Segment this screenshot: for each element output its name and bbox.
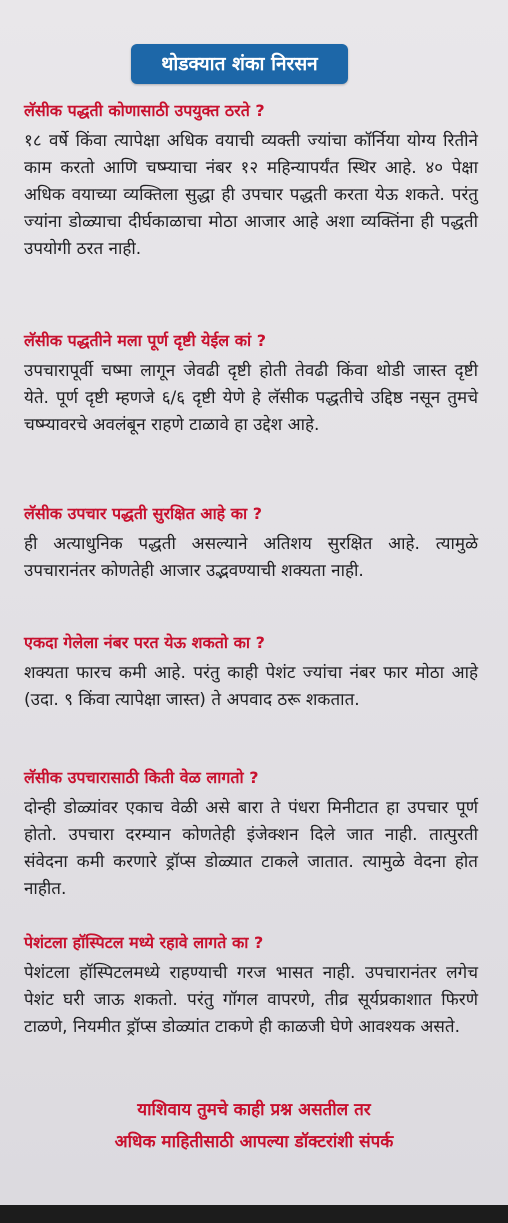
faq-question: लॅसीक उपचारासाठी किती वेळ लागतो ? — [24, 768, 259, 787]
faq-answer: १८ वर्षे किंवा त्यापेक्षा अधिक वयाची व्यक्ती ज्यांचा कॉर्निया योग्य रितीने काम करतो आणि चष्म्याचा नंबर १२ महिन्यापर्यंत स्थिर आहे. ४० पेक्षा अधिक वयाच्या व्यक्तिला सुद्धा ही उपचार पद्धती करता येऊ शकते. परंतु ज्यांना डोळ्याचा दीर्घकाळाचा मोठा आजार आहे अशा व्यक्तिंना ही पद्धती उपयोगी ठरत नाही. — [24, 131, 478, 259]
faq-question: पेशंटला हॉस्पिटल मध्ये रहावे लागते का ? — [24, 933, 264, 952]
faq-item — [24, 330, 478, 439]
faq-item — [24, 767, 478, 903]
page-title: थोडक्यात शंका निरसन — [161, 53, 318, 75]
faq-question: एकदा गेलेला नंबर परत येऊ शकतो का ? — [24, 633, 265, 652]
bottom-edge — [0, 1205, 508, 1223]
faq-item — [24, 100, 478, 263]
faq-answer: शक्यता फारच कमी आहे. परंतु काही पेशंट ज्यांचा नंबर फार मोठा आहे (उदा. ९ किंवा त्यापेक्षा जास्त) ते अपवाद ठरू शकतात. — [24, 663, 478, 710]
contact-note-line: याशिवाय तुमचे काही प्रश्न असतील तर — [137, 1100, 371, 1120]
faq-answer: उपचारापूर्वी चष्मा लागून जेवढी दृष्टी होती तेवढी किंवा थोडी जास्त दृष्टी येते. पूर्ण दृष्टी म्हणजे ६/६ दृष्टी येणे हे लॅसीक पद्धतीचे उद्दिष्ठ नसून तुमचे चष्म्यावरचे अवलंबून राहणे टाळावे हा उद्देश आहे. — [24, 361, 478, 435]
faq-question: लॅसीक पद्धतीने मला पूर्ण दृष्टी येईल कां ? — [24, 331, 267, 350]
faq-item — [24, 503, 478, 585]
faq-item — [24, 632, 478, 714]
faq-question: लॅसीक पद्धती कोणासाठी उपयुक्त ठरते ? — [24, 101, 265, 120]
faq-answer: दोन्ही डोळ्यांवर एकाच वेळी असे बारा ते पंधरा मिनीटात हा उपचार पूर्ण होतो. उपचारा दरम्यान कोणतेही इंजेक्शन दिले जात नाही. तात्पुरती संवेदना कमी करणारे ड्रॉप्स डोळ्यात टाकले जातात. त्यामुळे वेदना होत नाहीत. — [24, 798, 478, 899]
title-banner — [131, 44, 348, 84]
faq-answer: ही अत्याधुनिक पद्धती असल्याने अतिशय सुरक्षित आहे. त्यामुळे उपचारानंतर कोणतेही आजार उद्भवण्याची शक्यता नाही. — [24, 534, 478, 581]
contact-note-line: अधिक माहितीसाठी आपल्या डॉक्टरांशी संपर्क — [114, 1132, 394, 1152]
faq-question: लॅसीक उपचार पद्धती सुरक्षित आहे का ? — [24, 504, 263, 523]
faq-answer: पेशंटला हॉस्पिटलमध्ये राहण्याची गरज भासत नाही. उपचारानंतर लगेच पेशंट घरी जाऊ शकतो. परंतु गॉगल वापरणे, तीव्र सूर्यप्रकाशात फिरणे टाळणे, नियमीत ड्रॉप्स डोळ्यांत टाकणे ही काळजी घेणे आवश्यक असते. — [24, 963, 478, 1037]
faq-item — [24, 932, 478, 1041]
contact-note — [40, 1094, 468, 1158]
